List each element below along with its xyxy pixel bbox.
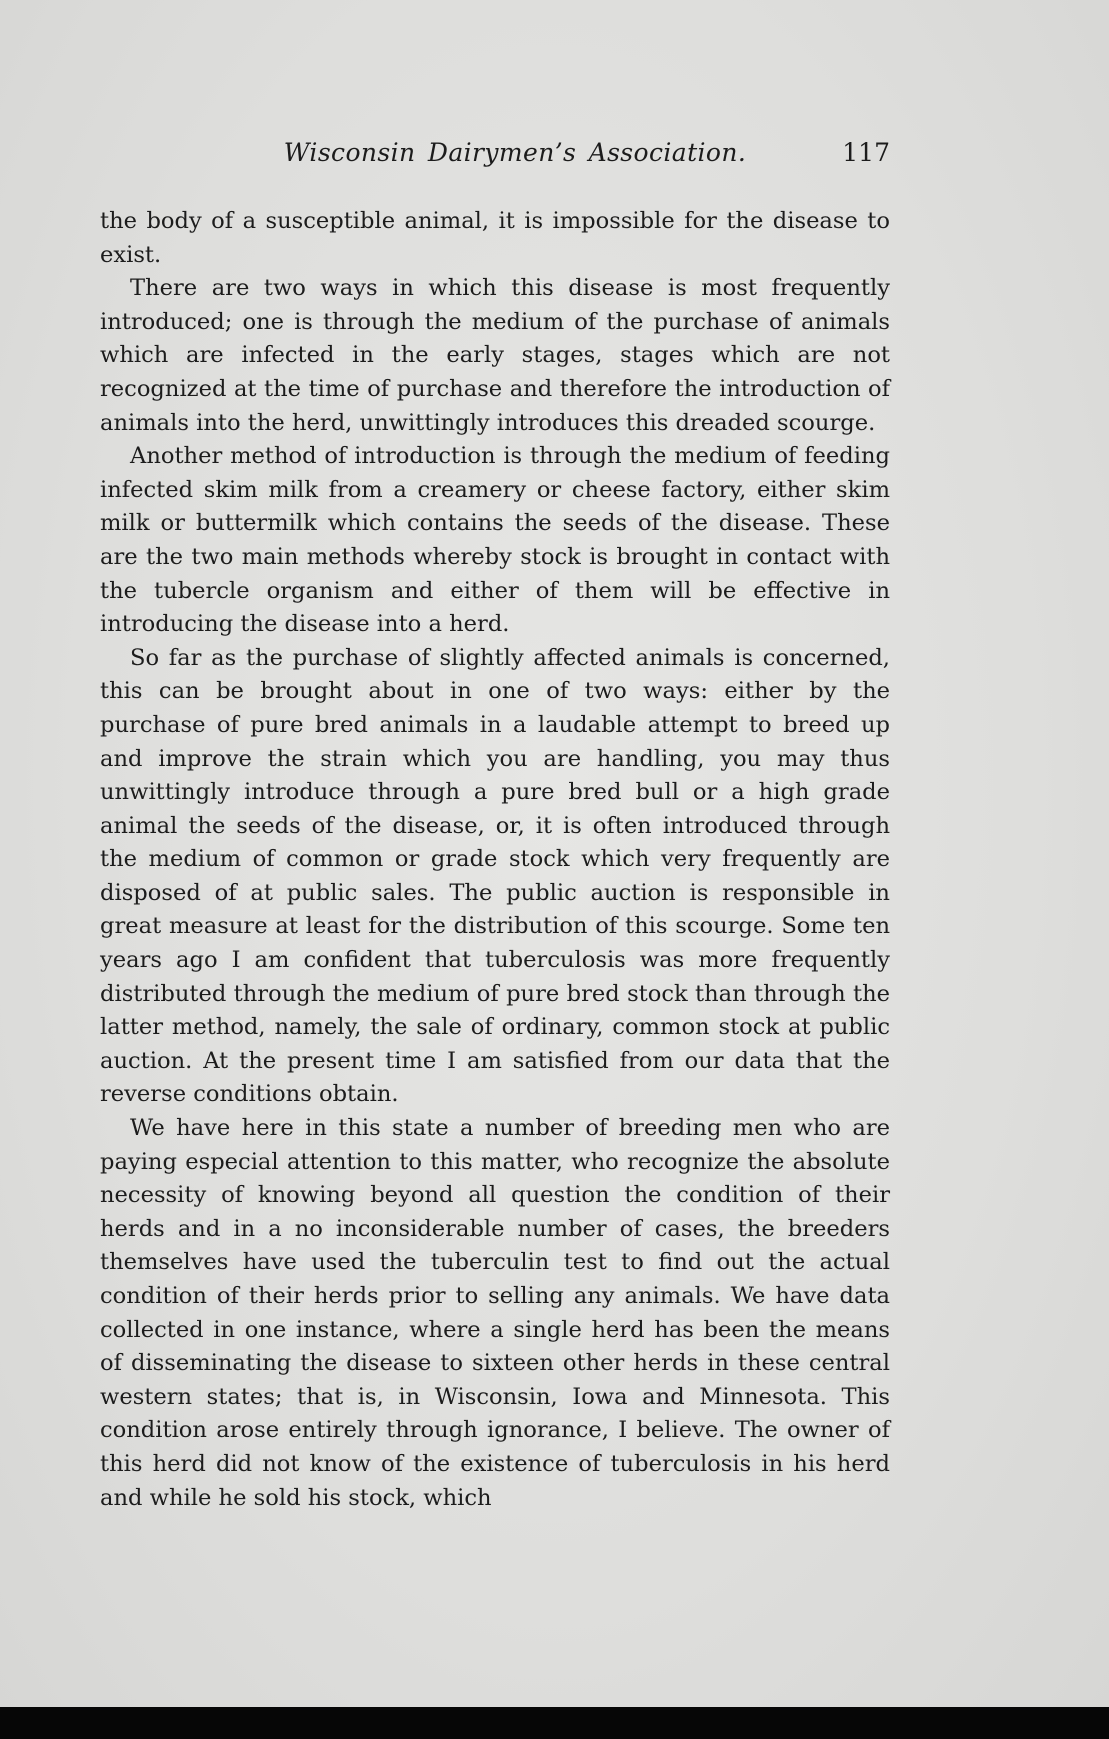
paragraph-5: We have here in this state a number of breeding men who are paying especial attention to this matter, who recognize the absolute necessity of knowing beyond all question the condition of their herds and in a no inconsiderable number of cases, the breeders themselves have used the tuberculin test to find out the actual condition of their herds prior to selling any animals. We have data collected in one instance, where a single herd has been the means of disseminating the disease to sixteen other herds in these central western states; that is, in Wisconsin, Iowa and Minnesota. This condition arose entirely through ignorance, I believe. The owner of this herd did not know of the existence of tuberculosis in his herd and while he sold his stock, which [100, 1115, 890, 1511]
paragraph-3: Another method of introduction is through the medium of feeding infected skim milk from a creamery or cheese factory, either skim milk or buttermilk which contains the seeds of the disease. These are the two main methods whereby stock is brought in contact with the tubercle organism and either of them will be effective in introducing the disease into a herd. [100, 443, 890, 638]
running-title: Wisconsin Dairymen’s Association. [283, 138, 747, 167]
scan-edge-bar [0, 1707, 1109, 1739]
page-header [100, 138, 890, 178]
paragraph-1: the body of a susceptible animal, it is impossible for the disease to exist. [100, 208, 890, 268]
body-text [100, 205, 890, 1515]
paragraph-4: So far as the purchase of slightly affected animals is concerned, this can be brought about in one of two ways: either by the purchase of pure bred animals in a laudable attempt to breed up and improve the strain which you are handling, you may thus unwittingly introduce through a pure bred bull or a high grade animal the seeds of the disease, or, it is often introduced through the medium of common or grade stock which very frequently are disposed of at public sales. The public auction is responsible in great measure at least for the distribution of this scourge. Some ten years ago I am confident that tuberculosis was more frequently distributed through the medium of pure bred stock than through the latter method, namely, the sale of ordinary, common stock at public auction. At the present time I am satisfied from our data that the reverse conditions obtain. [100, 644, 890, 1108]
page-number: 117 [842, 138, 890, 167]
paragraph-2: There are two ways in which this disease is most frequently introduced; one is through the medium of the purchase of animals which are infected in the early stages, stages which are not recognized at the time of purchase and therefore the introduction of animals into the herd, unwittingly introduces this dreaded scourge. [100, 275, 890, 436]
